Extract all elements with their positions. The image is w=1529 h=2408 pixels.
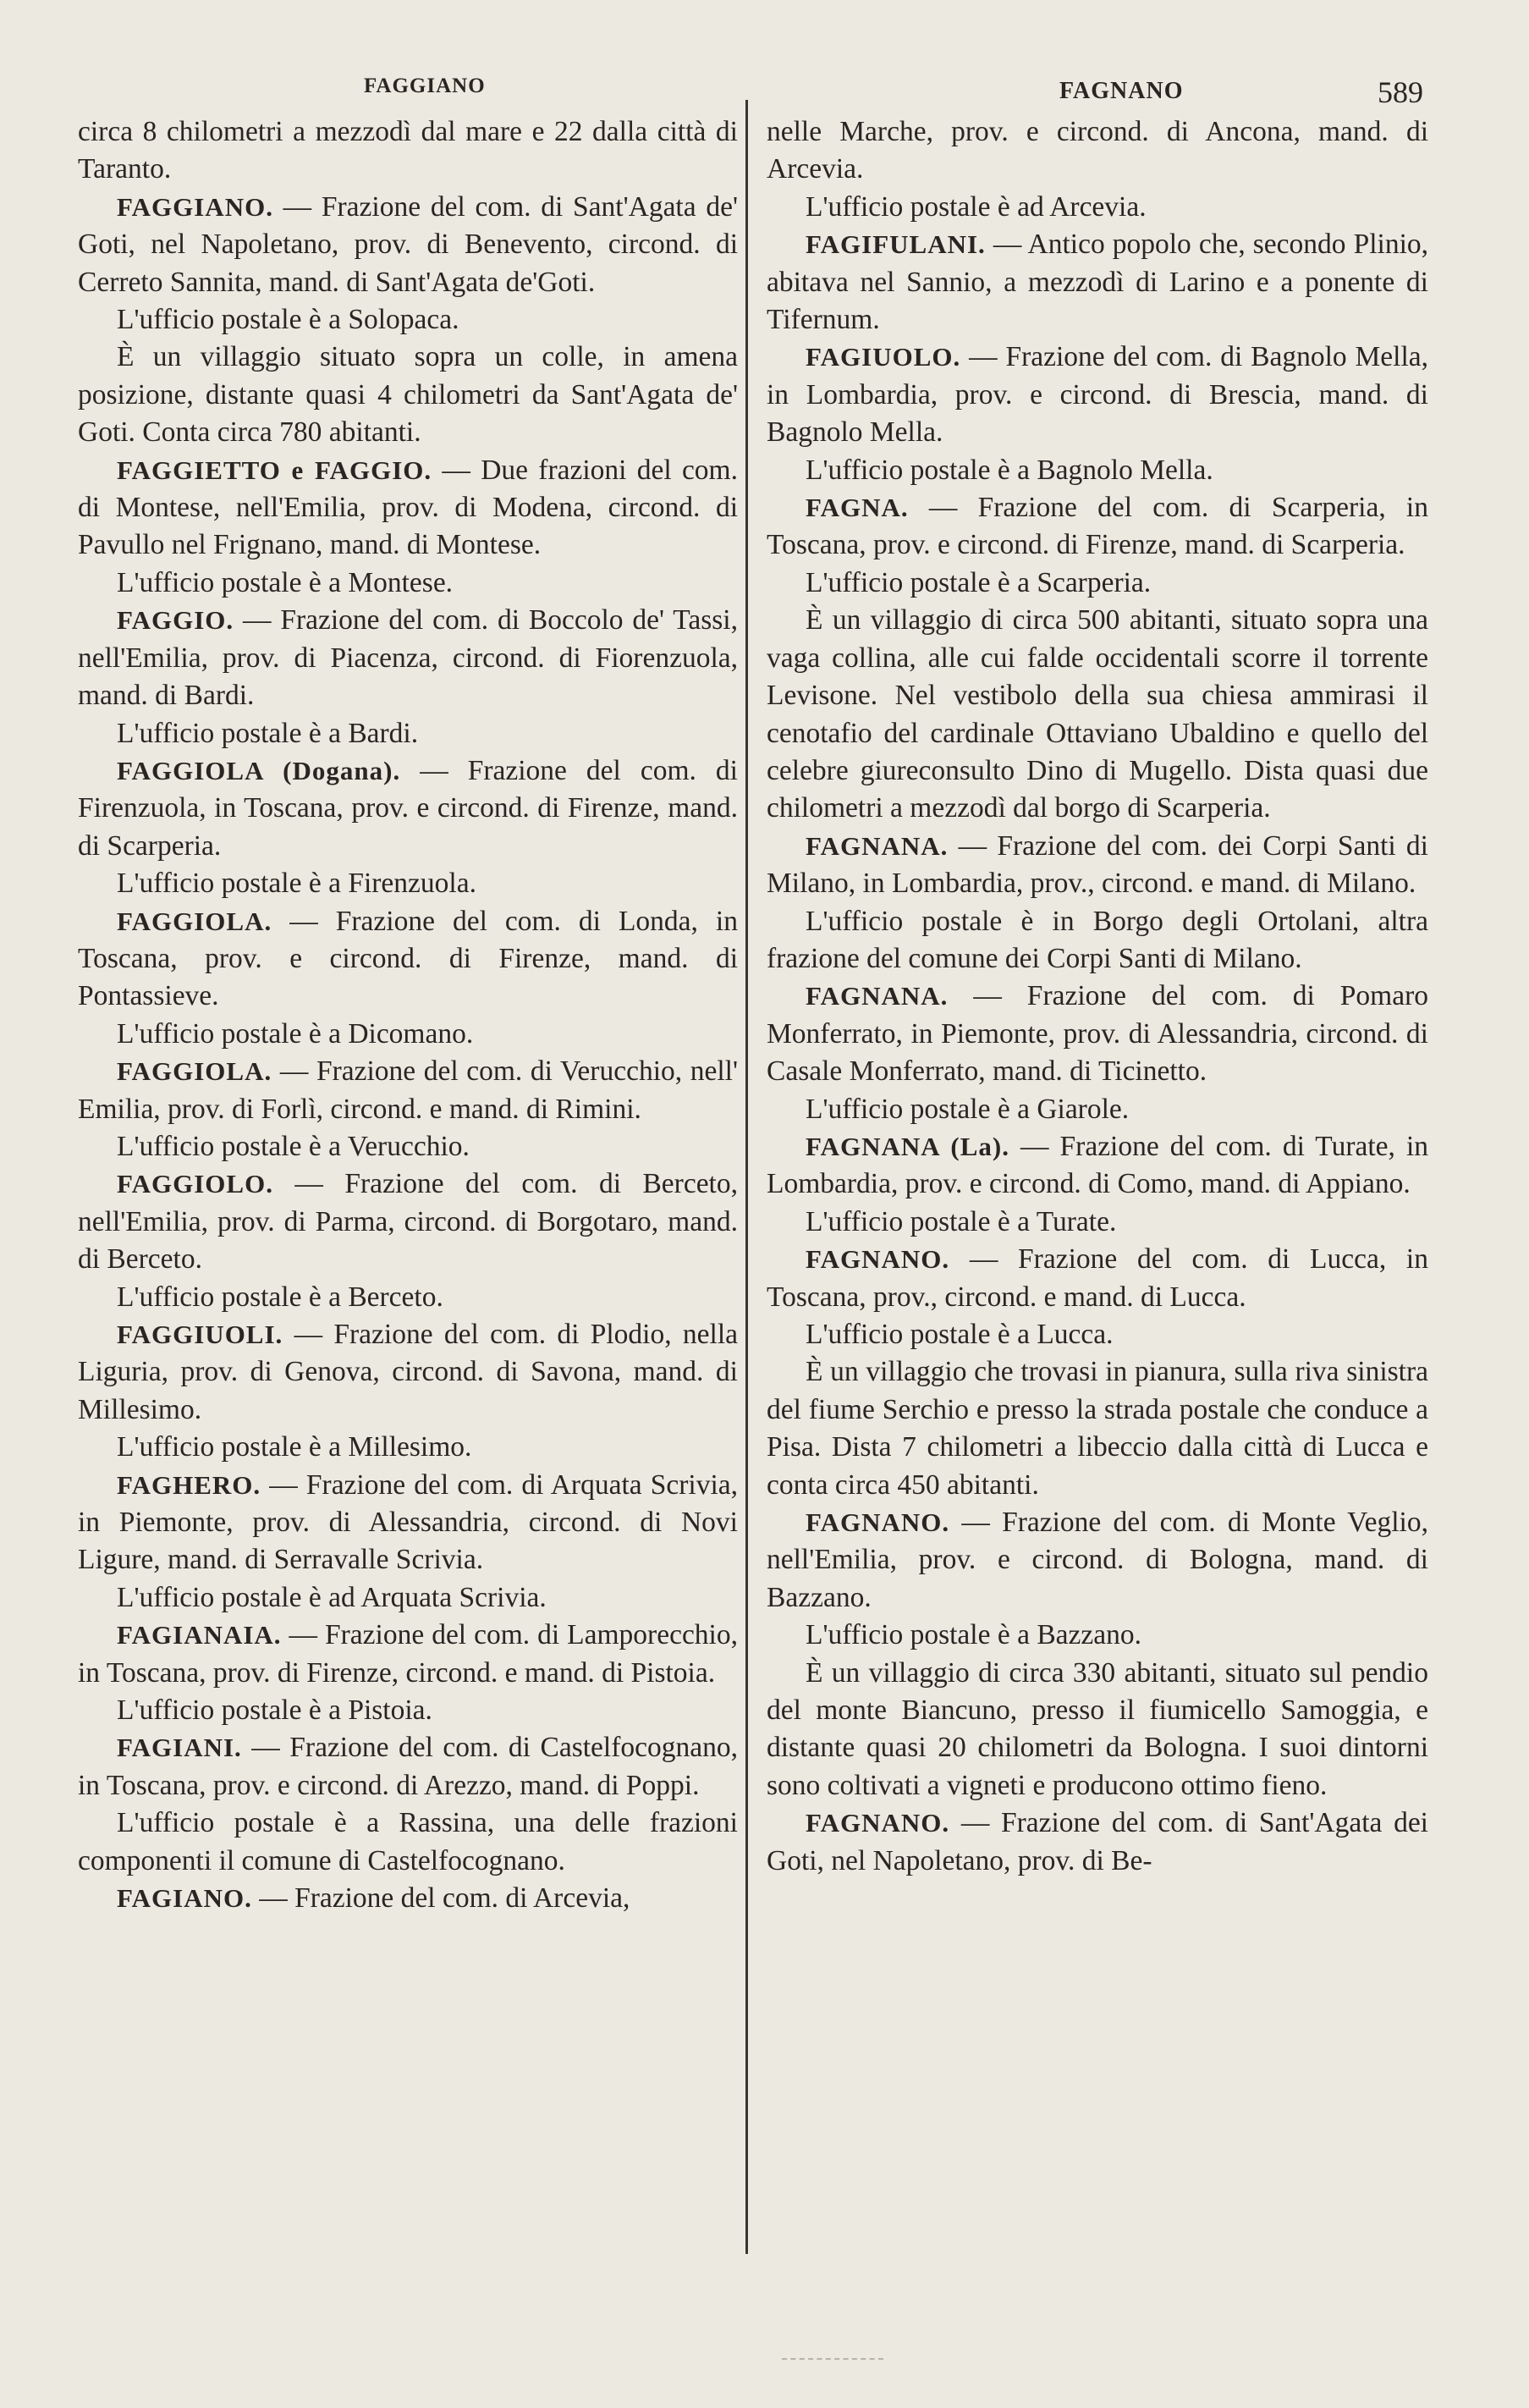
footer-marks <box>782 2358 883 2363</box>
entry-text: — Frazione del com. di Londa, in Toscana, prov. e circond. di Firenze, mand. di Pontassieve. <box>78 905 738 1012</box>
entry-paragraph: L'ufficio postale è a Bagnolo Mella. <box>806 454 1213 486</box>
entry-paragraph: L'ufficio postale è a Verucchio. <box>117 1130 470 1162</box>
entry-headword: FAGNANA (La). <box>806 1131 1009 1161</box>
entry-text: — Frazione del com. di Plodio, nella Liguria, prov. di Genova, circond. di Savona, mand. di Millesimo. <box>78 1319 738 1425</box>
entry-paragraph: L'ufficio postale è ad Arquata Scrivia. <box>117 1581 547 1613</box>
entry-paragraph: È un villaggio di circa 500 abitanti, situato sopra una vaga collina, alle cui falde occidentali scorre il torrente Levisone. Nel vestibolo della sua chiesa ammirasi il cenotafio del cardinale Ottaviano Ubaldino e quello del celebre giureconsulto Dino di Mugello. Dista quasi due chilometri a mezzodì dal borgo di Scarperia. <box>767 604 1428 824</box>
entry-text: — Frazione del com. di Turate, in Lombardia, prov. e circond. di Como, mand. di Appiano. <box>767 1130 1429 1200</box>
entry-paragraph: L'ufficio postale è a Dicomano. <box>117 1017 474 1050</box>
entry-headword: FAGGIETTO e FAGGIO. <box>117 455 432 485</box>
entry-text: — Frazione del com. di Bagnolo Mella, in Lombardia, prov. e circond. di Brescia, mand. di Bagnolo Mella. <box>767 341 1428 449</box>
entry-paragraph: È un villaggio situato sopra un colle, in amena posizione, distante quasi 4 chilometri da Sant'Agata de' Goti. Conta circa 780 abitanti. <box>78 341 738 449</box>
entry-paragraph: L'ufficio postale è a Pistoia. <box>117 1694 432 1727</box>
entry-paragraph: L'ufficio postale è ad Arcevia. <box>806 190 1147 223</box>
entry-paragraph: L'ufficio postale è a Montese. <box>117 566 454 598</box>
entry-text: — Frazione del com. dei Corpi Santi di Milano, in Lombardia, prov., circond. e mand. di Milano. <box>767 829 1428 900</box>
entry-paragraph: L'ufficio postale è a Turate. <box>806 1205 1117 1237</box>
entry-headword: FAGNANA. <box>806 830 949 861</box>
entry-headword: FAGGIOLO. <box>117 1169 273 1199</box>
running-head-right: FAGNANO <box>1059 78 1184 104</box>
dictionary-entry <box>78 1617 738 1692</box>
entry-headword: FAGGIOLA. <box>117 906 272 936</box>
dictionary-entry <box>767 1805 1428 1880</box>
entry-paragraph: L'ufficio postale è a Millesimo. <box>117 1431 472 1463</box>
entry-text: — Frazione del com. di Pomaro Monferrato, in Piemonte, prov. di Alessandria, circond. di Casale Monferrato, mand. di Ticinetto. <box>767 980 1428 1088</box>
running-head-left: FAGGIANO <box>364 74 486 97</box>
dictionary-entry <box>78 452 738 565</box>
entry-paragraph: L'ufficio postale è a Rassina, una delle frazioni componenti il comune di Castelfocognano. <box>78 1807 738 1876</box>
dictionary-entry <box>78 602 738 714</box>
entry-text: — Frazione del com. di Lucca, in Toscana, prov., circond. e mand. di Lucca. <box>767 1243 1428 1313</box>
entry-text: — Frazione del com. di Lamporecchio, in Toscana, prov. di Firenze, circond. e mand. di Pistoia. <box>78 1619 738 1689</box>
entry-text: — Frazione del com. di Sant'Agata de' Goti, nel Napoletano, prov. di Benevento, circond. di Cerreto Sannita, mand. di Sant'Agata de'Goti. <box>78 190 738 298</box>
dictionary-entry <box>78 752 738 865</box>
entry-headword: FAGIANAIA. <box>117 1620 282 1650</box>
dictionary-entry <box>78 903 738 1016</box>
entry-text: — Frazione del com. di Sant'Agata dei Goti, nel Napoletano, prov. di Be- <box>767 1807 1428 1876</box>
left-column <box>78 113 738 1918</box>
entry-headword: FAGNANO. <box>806 1244 950 1275</box>
entry-text: — Frazione del com. di Monte Veglio, nell'Emilia, prov. e circond. di Bologna, mand. di Bazzano. <box>767 1507 1428 1613</box>
entry-paragraph: È un villaggio di circa 330 abitanti, situato sul pendio del monte Biancuno, presso il fiumicello Samoggia, e distante quasi 20 chilometri da Bologna. I suoi dintorni sono coltivati a vigneti e producono ottimo fieno. <box>767 1656 1428 1801</box>
entry-paragraph: L'ufficio postale è a Solopaca. <box>117 304 459 336</box>
entry-paragraph: L'ufficio postale è a Bardi. <box>117 717 419 749</box>
entry-text: — Frazione del com. di Arquata Scrivia, in Piemonte, prov. di Alessandria, circond. di Novi Ligure, mand. di Serravalle Scrivia. <box>78 1468 738 1576</box>
entry-paragraph: L'ufficio postale è a Bazzano. <box>806 1619 1142 1651</box>
dictionary-entry <box>78 1165 738 1278</box>
entry-headword: FAGNANA. <box>806 981 949 1011</box>
dictionary-entry <box>78 1729 738 1805</box>
entry-headword: FAGHERO. <box>117 1469 261 1500</box>
entry-headword: FAGIANI. <box>117 1733 242 1763</box>
entry-headword: FAGGIANO. <box>117 191 273 222</box>
page-number: 589 <box>1378 75 1423 109</box>
right-column <box>767 113 1428 1880</box>
entry-headword: FAGIUOLO. <box>806 342 961 372</box>
dictionary-entry <box>767 339 1428 451</box>
entry-headword: FAGNA. <box>806 493 909 523</box>
continued-text: nelle Marche, prov. e circond. di Ancona, mand. di Arcevia. <box>767 116 1428 185</box>
entry-paragraph: L'ufficio postale è a Lucca. <box>806 1319 1114 1350</box>
entry-headword: FAGGIUOLI. <box>117 1320 283 1349</box>
entry-headword: FAGGIO. <box>117 605 234 636</box>
entry-text: — Antico popolo che, secondo Plinio, abitava nel Sannio, a mezzodì di Larino e a ponente di Tifernum. <box>767 229 1428 336</box>
dictionary-entry <box>78 1053 738 1128</box>
continued-text: circa 8 chilometri a mezzodì dal mare e 22 dalla città di Taranto. <box>78 116 738 185</box>
entry-paragraph: L'ufficio postale è a Scarperia. <box>806 566 1152 598</box>
dictionary-entry <box>767 978 1428 1090</box>
entry-paragraph: È un villaggio che trovasi in pianura, sulla riva sinistra del fiume Serchio e presso la strada postale che conduce a Pisa. Dista 7 chilometri a libeccio dalla città di Lucca e conta circa 450 abitanti. <box>767 1356 1428 1501</box>
entry-headword: FAGIANO. <box>117 1883 252 1914</box>
entry-paragraph: L'ufficio postale è a Firenzuola. <box>117 868 476 900</box>
dictionary-entry <box>767 489 1428 565</box>
entry-paragraph: L'ufficio postale è in Borgo degli Ortolani, altra frazione del comune dei Corpi Santi di Milano. <box>767 905 1428 974</box>
entry-text: — Frazione del com. di Firenzuola, in Toscana, prov. e circond. di Firenze, mand. di Scarperia. <box>78 754 738 862</box>
dictionary-entry <box>78 1880 738 1917</box>
dictionary-entry <box>767 226 1428 339</box>
entry-headword: FAGIFULANI. <box>806 229 986 260</box>
dictionary-entry <box>767 1128 1428 1204</box>
entry-text: — Frazione del com. di Berceto, nell'Emilia, prov. di Parma, circond. di Borgotaro, mand. di Berceto. <box>78 1168 738 1276</box>
entry-text: — Frazione del com. di Scarperia, in Toscana, prov. e circond. di Firenze, mand. di Scarperia. <box>767 492 1428 561</box>
dictionary-entry <box>78 189 738 301</box>
entry-headword: FAGNANO. <box>806 1808 950 1838</box>
entry-paragraph: L'ufficio postale è a Giarole. <box>806 1093 1130 1125</box>
entry-headword: FAGNANO. <box>806 1507 950 1538</box>
entry-headword: FAGGIOLA. <box>117 1056 272 1087</box>
dictionary-entry <box>767 1241 1428 1316</box>
entry-text: — Frazione del com. di Boccolo de' Tassi, nell'Emilia, prov. di Piacenza, circond. di Fiorenzuola, mand. di Bardi. <box>78 604 738 712</box>
dictionary-entry <box>767 828 1428 903</box>
dictionary-entry <box>78 1467 738 1579</box>
dictionary-entry <box>78 1316 738 1429</box>
column-divider <box>745 100 748 2254</box>
entry-text: — Frazione del com. di Castelfocognano, in Toscana, prov. e circond. di Arezzo, mand. di Poppi. <box>78 1732 738 1801</box>
entry-text: — Frazione del com. di Verucchio, nell' Emilia, prov. di Forlì, circond. e mand. di Rimini. <box>78 1055 738 1125</box>
entry-headword: FAGGIOLA (Dogana). <box>117 755 401 785</box>
dictionary-entry <box>767 1504 1428 1617</box>
entry-text: — Due frazioni del com. di Montese, nell'Emilia, prov. di Modena, circond. di Pavullo nel Frignano, mand. di Montese. <box>78 454 738 561</box>
entry-paragraph: L'ufficio postale è a Berceto. <box>117 1281 443 1313</box>
entry-text: — Frazione del com. di Arcevia, <box>251 1882 630 1915</box>
